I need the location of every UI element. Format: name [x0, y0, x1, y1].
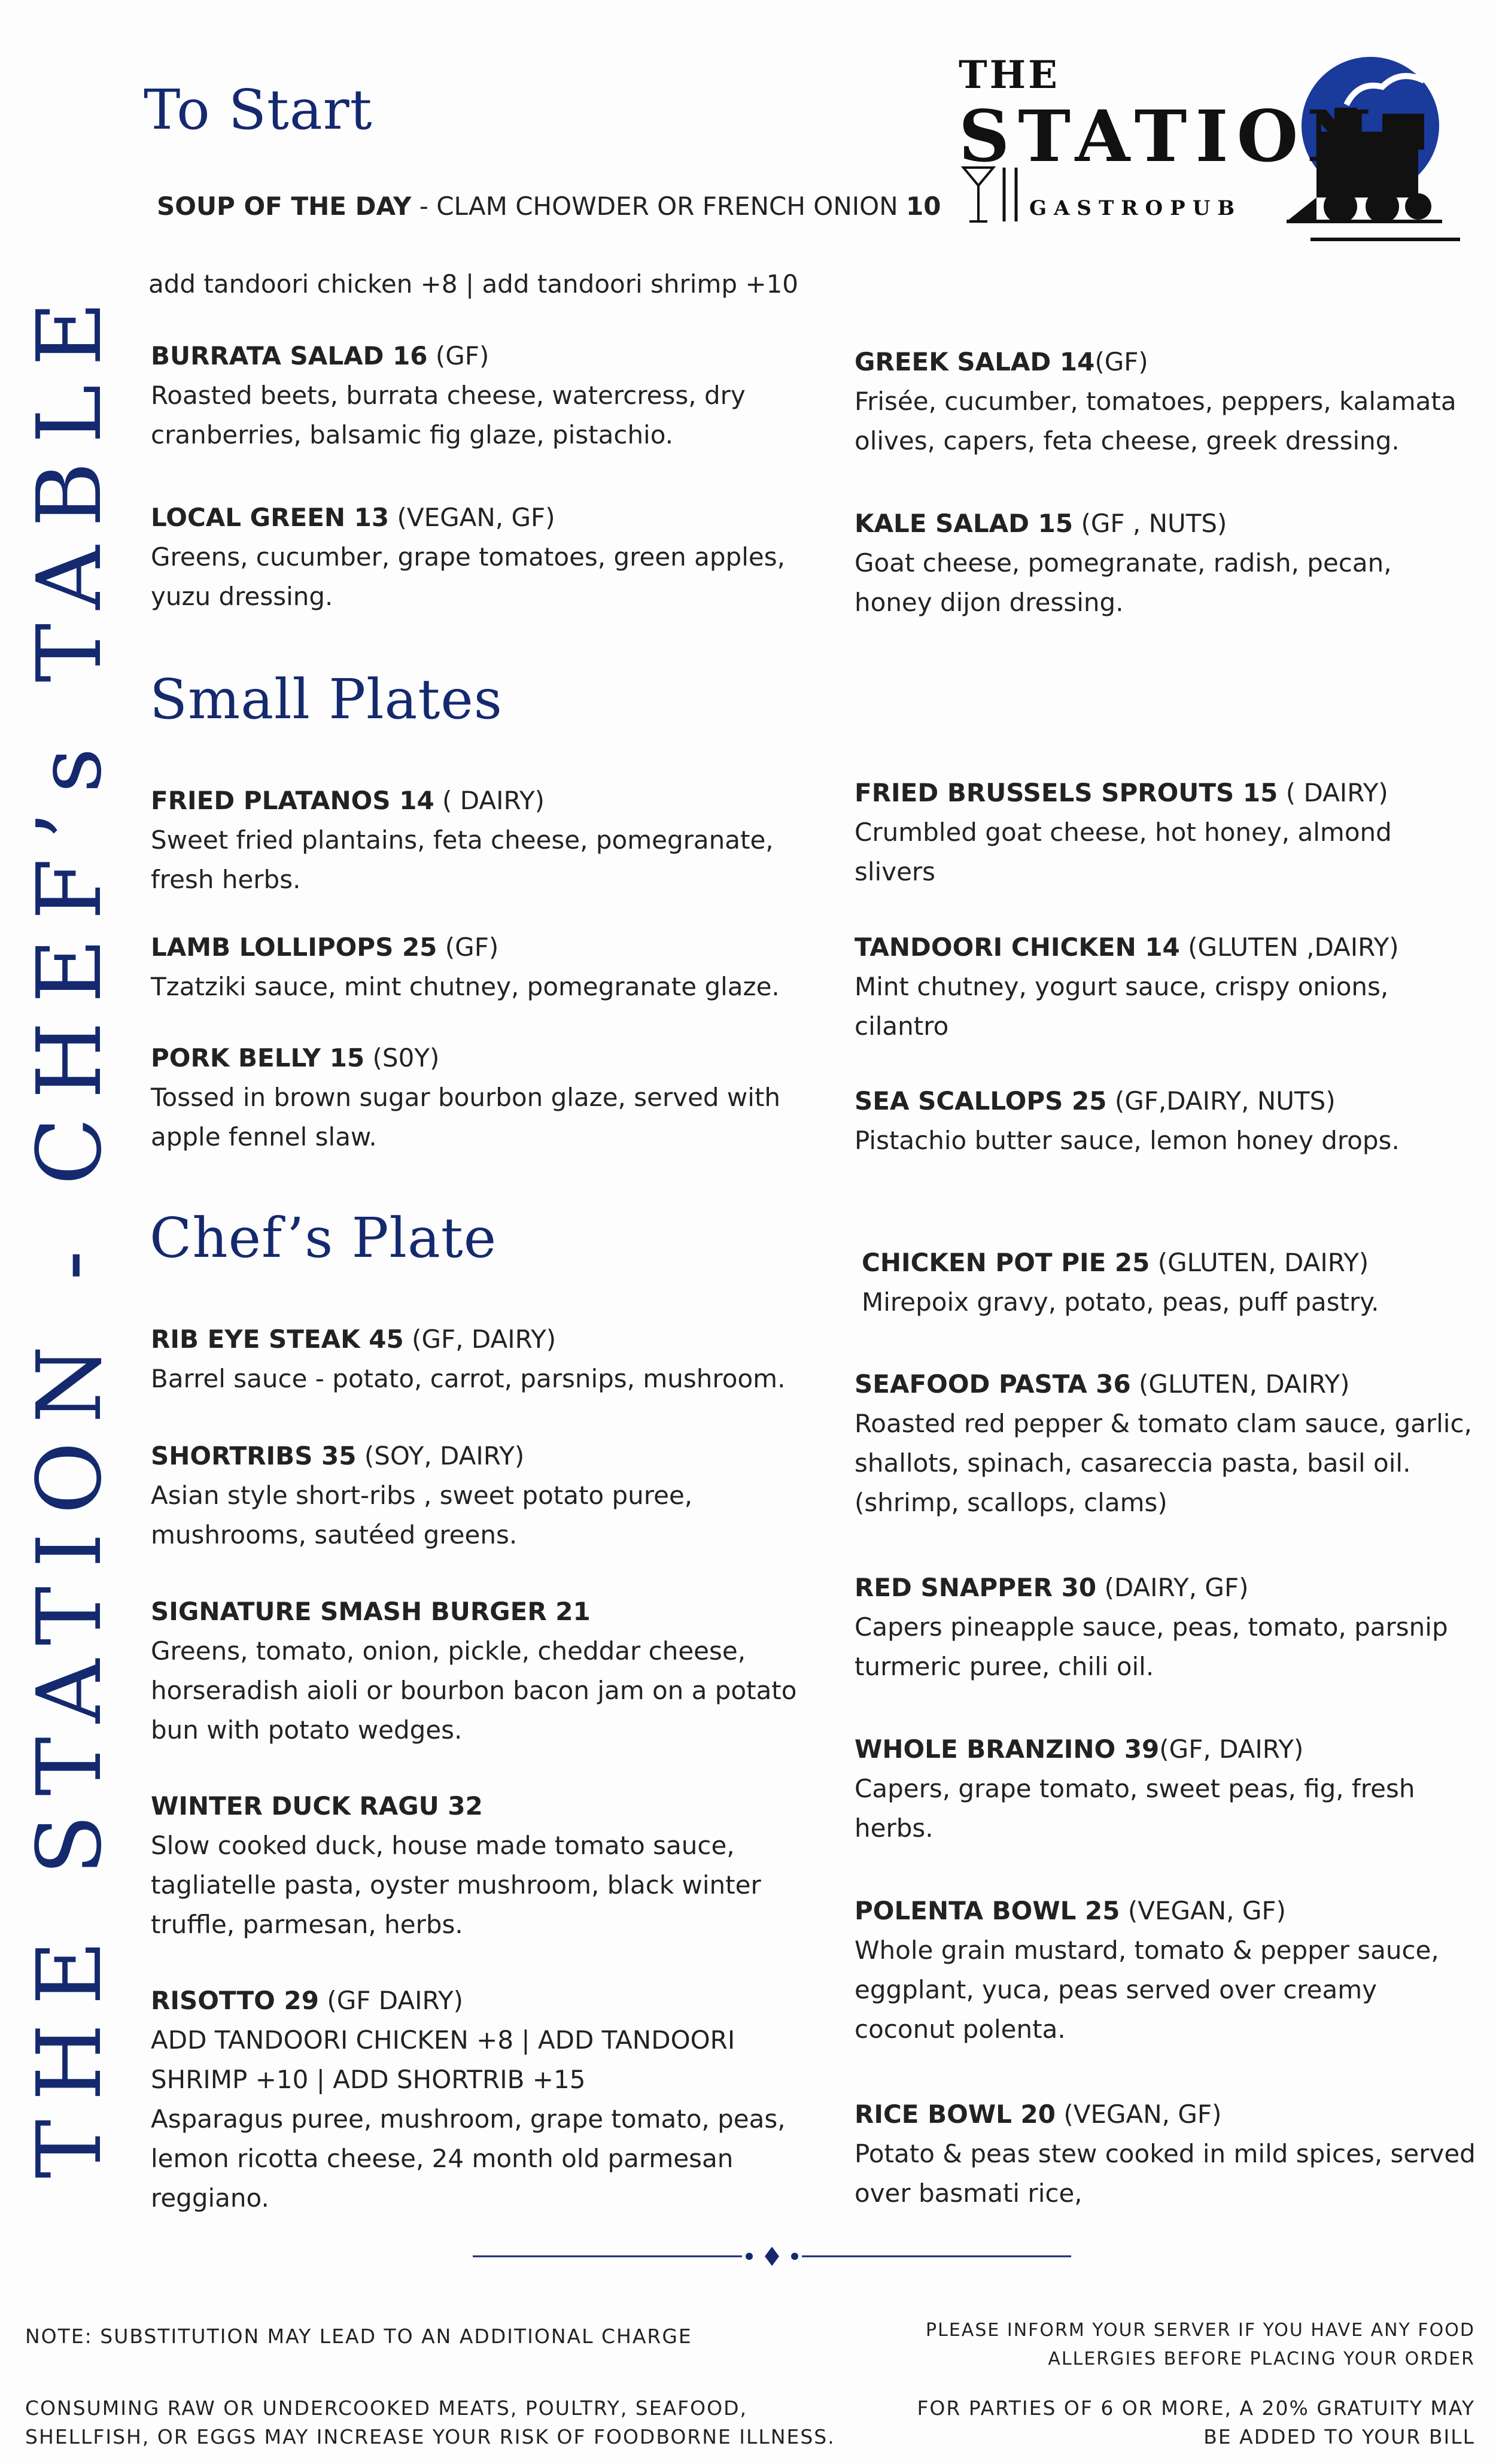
item-name: BURRATA SALAD 16	[151, 341, 428, 370]
menu-item	[855, 1568, 1477, 1687]
item-description: Slow cooked duck, house made tomato sauce, tagliatelle pasta, oyster mushroom, black winter truffle, parmesan, herbs.	[151, 1831, 761, 1939]
item-name: SEAFOOD PASTA 36	[855, 1369, 1131, 1399]
item-tags: (VEGAN, GF)	[1120, 1896, 1286, 1925]
item-description: Capers pineapple sauce, peas, tomato, parsnip turmeric puree, chili oil.	[855, 1612, 1448, 1681]
item-name: SHORTRIBS 35	[151, 1441, 357, 1470]
item-description: Pistachio butter sauce, lemon honey drops.	[855, 1126, 1400, 1155]
menu-item	[151, 1320, 821, 1399]
item-tags: (GLUTEN, DAIRY)	[1130, 1369, 1350, 1399]
item-description: Greens, tomato, onion, pickle, cheddar cheese, horseradish aioli or bourbon bacon jam on a potato bun with potato wedges.	[151, 1636, 797, 1745]
item-name: PORK BELLY 15	[151, 1043, 365, 1073]
item-addon: ADD TANDOORI CHICKEN +8 | ADD TANDOORI SHRIMP +10 | ADD SHORTRIB +15	[151, 2025, 735, 2094]
item-name: GREEK SALAD 14	[855, 347, 1095, 376]
menu-item	[855, 1730, 1477, 1848]
item-description: Crumbled goat cheese, hot honey, almond slivers	[855, 818, 1392, 886]
item-description: Greens, cucumber, grape tomatoes, green apples, yuzu dressing.	[151, 542, 785, 611]
item-description: Whole grain mustard, tomato & pepper sauce, eggplant, yuca, peas served over creamy coconut polenta.	[855, 1936, 1439, 2044]
item-name: SEA SCALLOPS 25	[855, 1086, 1107, 1116]
menu-item	[855, 1365, 1477, 1523]
item-name: RICE BOWL 20	[855, 2100, 1056, 2129]
item-description: Tzatziki sauce, mint chutney, pomegranate glaze.	[151, 972, 780, 1001]
item-tags: (SOY, DAIRY)	[356, 1441, 525, 1470]
item-name: SIGNATURE SMASH BURGER 21	[151, 1597, 591, 1626]
item-description: Asian style short-ribs , sweet potato puree, mushrooms, sautéed greens.	[151, 1481, 693, 1550]
item-tags: (VEGAN, GF)	[389, 503, 555, 532]
item-name: FRIED BRUSSELS SPROUTS 15	[855, 778, 1278, 807]
station-gastropub-logo	[951, 42, 1460, 257]
item-description: Roasted red pepper & tomato clam sauce, garlic, shallots, spinach, casareccia pasta, basil oil. (shrimp, scallops, clams)	[855, 1409, 1472, 1517]
section-title-chefs-plate: Chef’s Plate	[150, 1206, 497, 1270]
section-title-to-start: To Start	[144, 78, 373, 142]
item-name: WINTER DUCK RAGU 32	[151, 1791, 483, 1821]
item-tags: (GF)	[1094, 347, 1148, 376]
raw-food-warning: CONSUMING RAW OR UNDERCOOKED MEATS, POULTRY, SEAFOOD, SHELLFISH, OR EGGS MAY INCREASE YOUR RISK OF FOODBORNE ILLNESS.	[25, 2396, 835, 2448]
item-description: Potato & peas stew cooked in mild spices, served over basmati rice,	[855, 2139, 1476, 2208]
menu-item	[855, 1081, 1477, 1160]
item-name: RISOTTO 29	[151, 1986, 319, 2015]
soup-label: SOUP OF THE DAY	[157, 192, 412, 221]
item-description: Tossed in brown sugar bourbon glaze, served with apple fennel slaw.	[151, 1083, 781, 1152]
item-tags: ( DAIRY)	[434, 786, 545, 815]
substitution-note: NOTE: SUBSTITUTION MAY LEAD TO AN ADDITIONAL CHARGE	[25, 2325, 692, 2348]
allergy-note: PLEASE INFORM YOUR SERVER IF YOU HAVE ANY FOOD ALLERGIES BEFORE PLACING YOUR ORDER	[926, 2320, 1475, 2369]
item-description: Barrel sauce - potato, carrot, parsnips, mushroom.	[151, 1364, 786, 1393]
item-description: Mint chutney, yogurt sauce, crispy onions, cilantro	[855, 972, 1389, 1041]
item-tags: (GF,DAIRY, NUTS)	[1106, 1086, 1336, 1116]
menu-item	[151, 781, 821, 900]
menu-item	[151, 1436, 821, 1555]
item-name: RIB EYE STEAK 45	[151, 1324, 404, 1354]
logo-line-gastropub: GASTROPUB	[1029, 196, 1242, 220]
item-name: WHOLE BRANZINO 39	[855, 1734, 1160, 1764]
item-name: POLENTA BOWL 25	[855, 1896, 1120, 1925]
item-description: Capers, grape tomato, sweet peas, fig, fresh herbs.	[855, 1774, 1415, 1843]
soup-text: - CLAM CHOWDER OR FRENCH ONION	[411, 192, 906, 221]
logo-line-the: THE	[959, 53, 1060, 98]
soup-price: 10	[905, 192, 941, 221]
item-description: Roasted beets, burrata cheese, watercress, dry cranberries, balsamic fig glaze, pistachio.	[151, 381, 746, 449]
menu-item	[151, 928, 821, 1007]
item-name: CHICKEN POT PIE 25	[862, 1248, 1150, 1277]
menu-item	[855, 1891, 1477, 2049]
section-title-small-plates: Small Plates	[150, 667, 503, 731]
menu-item	[151, 498, 821, 616]
menu-item	[855, 2095, 1477, 2213]
item-description: Asparagus puree, mushroom, grape tomato, peas, lemon ricotta cheese, 24 month old parmesan reggiano.	[151, 2104, 786, 2213]
item-name: LOCAL GREEN 13	[151, 503, 390, 532]
menu-item	[151, 1981, 821, 2218]
soup-of-the-day	[157, 192, 941, 221]
item-name: KALE SALAD 15	[855, 509, 1074, 538]
item-tags: ( DAIRY)	[1278, 778, 1388, 807]
soup-addon: add tandoori chicken +8 | add tandoori shrimp +10	[148, 269, 799, 299]
menu-item	[151, 1038, 821, 1157]
menu-item	[151, 1592, 821, 1750]
item-description: Mirepoix gravy, potato, peas, puff pastry.	[862, 1287, 1379, 1317]
item-tags: (GF, DAIRY)	[403, 1324, 557, 1354]
item-name: LAMB LOLLIPOPS 25	[151, 932, 437, 962]
item-name: RED SNAPPER 30	[855, 1573, 1097, 1602]
item-tags: (GF DAIRY)	[318, 1986, 464, 2015]
item-tags: (GF)	[437, 932, 499, 962]
logo-line-station: STATION	[959, 95, 1380, 178]
item-tags: (S0Y)	[364, 1043, 440, 1073]
item-description: Frisée, cucumber, tomatoes, peppers, kalamata olives, capers, feta cheese, greek dressing.	[855, 387, 1457, 455]
item-tags: (GLUTEN ,DAIRY)	[1179, 932, 1399, 962]
item-description: Sweet fried plantains, feta cheese, pomegranate, fresh herbs.	[151, 825, 774, 894]
side-title: THE STATION - CHEF’s TABLE	[18, 282, 121, 2179]
menu-item	[855, 773, 1477, 892]
item-tags: (GF, DAIRY)	[1159, 1734, 1304, 1764]
item-tags: (VEGAN, GF)	[1055, 2100, 1222, 2129]
item-tags: (GF , NUTS)	[1073, 509, 1227, 538]
item-name: TANDOORI CHICKEN 14	[855, 932, 1180, 962]
menu-item	[151, 1787, 821, 1945]
item-tags: (GLUTEN, DAIRY)	[1150, 1248, 1369, 1277]
menu-item	[151, 336, 821, 455]
menu-item	[855, 504, 1477, 622]
gratuity-note: FOR PARTIES OF 6 OR MORE, A 20% GRATUITY MAY BE ADDED TO YOUR BILL	[917, 2396, 1475, 2448]
item-description: Goat cheese, pomegranate, radish, pecan, honey dijon dressing.	[855, 548, 1392, 617]
menu-item	[855, 342, 1477, 461]
menu-item	[862, 1243, 1484, 1322]
item-tags: (DAIRY, GF)	[1096, 1573, 1249, 1602]
item-name: FRIED PLATANOS 14	[151, 786, 434, 815]
menu-item	[855, 928, 1477, 1046]
ornamental-divider	[473, 2244, 1071, 2268]
item-tags: (GF)	[427, 341, 489, 370]
